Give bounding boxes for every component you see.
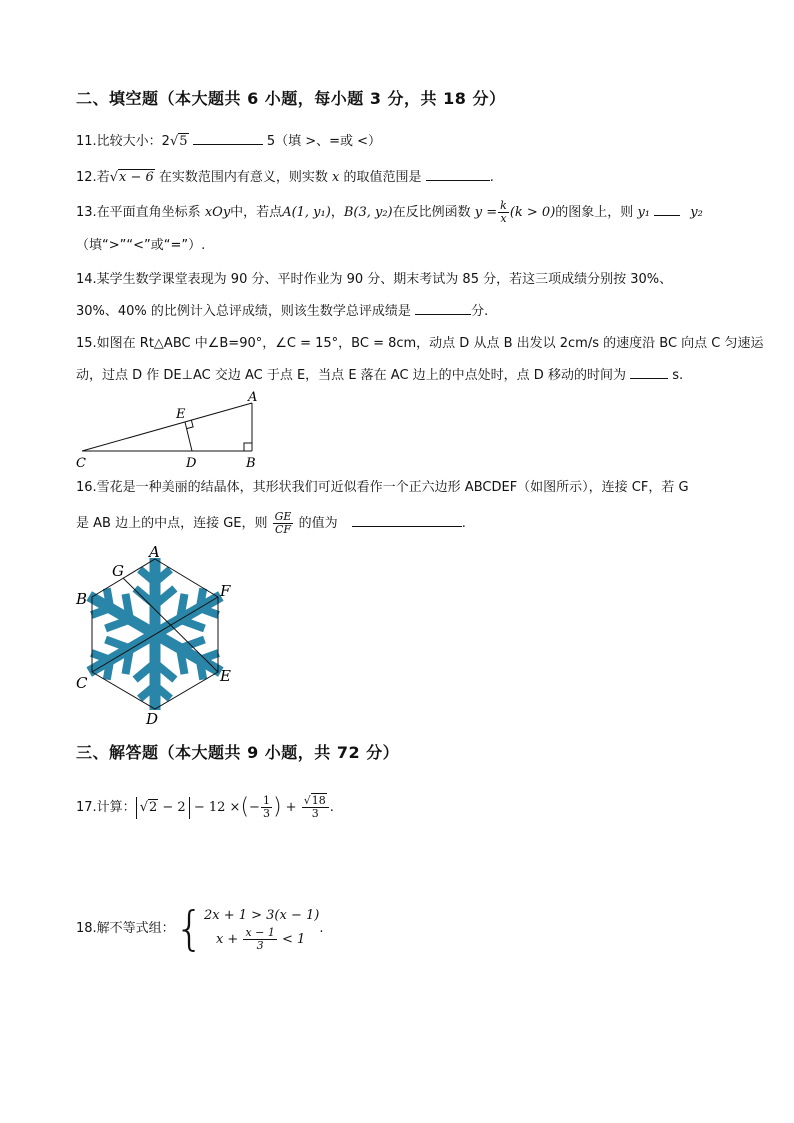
question-11: 11.比较大小：2√5 5（填 >、=或 <）	[76, 130, 381, 152]
q11-prefix: 11.比较大小：2	[76, 134, 170, 149]
q18-prefix: 18.解不等式组：	[76, 921, 175, 936]
q17-neg: −	[249, 800, 260, 815]
section-3-title: 三、解答题（本大题共 9 小题，共 72 分）	[76, 743, 400, 762]
q16-frac-den: CF	[275, 523, 292, 536]
q13-func-den: x	[500, 212, 507, 225]
q17-plus: +	[285, 800, 297, 815]
question-16-line1: 16.雪花是一种美丽的结晶体，其形状我们可近似看作一个正六边形 ABCDEF（如图所示），连接 CF，若 G	[76, 480, 689, 495]
question-13-line2: （填“>”“<”或“=”）.	[76, 238, 206, 253]
q18-ineq2-num: x − 1	[245, 926, 275, 939]
label-d: D	[146, 710, 159, 727]
q12-prefix: 12.若	[76, 170, 110, 185]
q14-answer-blank[interactable]	[415, 300, 471, 315]
q18-ineq2-b: < 1	[282, 932, 306, 947]
q13-comma: ，	[330, 205, 344, 220]
q17-frac-num: 1	[262, 794, 270, 807]
q13-system: xOy	[204, 205, 231, 220]
question-16-line2: 是 AB 边上的中点，连接 GE，则 $\frac{GE}{CF}$ 的值为 .	[76, 510, 466, 536]
q11-answer-blank[interactable]	[193, 130, 263, 145]
q11-tail: 5（填 >、=或 <）	[266, 134, 382, 149]
label-c: C	[76, 456, 86, 471]
q15-answer-blank[interactable]	[630, 364, 668, 379]
label-c: C	[76, 674, 88, 692]
q12-answer-blank[interactable]	[426, 166, 490, 181]
question-12: 12.若√x − 6 在实数范围内有意义，则实数 x 的取值范围是 .	[76, 166, 494, 188]
q13-cond: (k > 0)	[509, 205, 556, 220]
q17-mid: − 12 ×	[193, 800, 241, 815]
label-a: A	[248, 390, 258, 405]
label-b: B	[246, 456, 256, 471]
q14-line2-a: 30%、40% 的比例计入总评成绩，则该生数学总评成绩是	[76, 304, 411, 319]
triangle-figure	[70, 385, 270, 475]
label-b: B	[76, 590, 88, 608]
question-14-line2	[76, 300, 488, 322]
q15-line2-b: s.	[672, 368, 684, 383]
q16-answer-blank[interactable]	[352, 512, 462, 527]
question-14-line1: 14.某学生数学课堂表现为 90 分、平时作业为 90 分、期末考试为 85 分，若这三项成绩分别按 30%、	[76, 272, 673, 287]
q12-var: x	[332, 170, 340, 185]
label-f: F	[220, 582, 231, 600]
q18-ineq2-a: x +	[215, 932, 239, 947]
label-e: E	[176, 407, 186, 422]
q16-frac-num: GE	[274, 510, 292, 523]
question-17: 17.计算： √2 − 2 − 12 ×(− $\frac{1}{3}$ ) + $\frac{√18}{3}$ .	[76, 794, 334, 820]
q12-text2: 的取值范围是	[343, 170, 422, 185]
q11-radicand: 5	[179, 134, 188, 149]
q13-y2: y₂	[690, 205, 703, 220]
q17-end: .	[329, 800, 334, 815]
q17-frac-den: 3	[262, 807, 270, 820]
q16-line2-a: 是 AB 边上的中点，连接 GE，则	[76, 516, 268, 531]
question-15-line2	[76, 364, 683, 386]
q13-point-a: A(1, y₁)	[282, 205, 331, 220]
snowflake-hexagon-figure	[70, 542, 240, 727]
q18-inequality-1: 2x + 1 > 3(x − 1)	[203, 908, 320, 923]
q18-end: .	[319, 921, 324, 936]
q15-line2-a: 动，过点 D 作 DE⊥AC 交边 AC 于点 E，当点 E 落在 AC 边上的中点处时，点 D 移动的时间为	[76, 368, 626, 383]
segment-de	[185, 422, 192, 451]
q13-func-left: y =	[474, 205, 498, 220]
right-angle-b	[244, 443, 252, 451]
q17-abs-radicand: 2	[148, 799, 158, 815]
q13-point-b: B(3, y₂)	[343, 205, 393, 220]
q13-text2: 在反比例函数	[392, 205, 471, 220]
question-15-line1: 15.如图在 Rt△ABC 中∠B=90°，∠C = 15°，BC = 8cm，动点 D 从点 B 出发以 2cm/s 的速度沿 BC 向点 C 匀速运	[76, 336, 764, 351]
q13-text1: 中，若点	[230, 205, 283, 220]
q17-prefix: 17.计算：	[76, 800, 136, 815]
question-13	[76, 200, 703, 225]
q18-ineq2-den: 3	[256, 939, 264, 952]
segment-ca	[82, 403, 252, 451]
q17-sqrt-num: 18	[311, 794, 326, 807]
q12-radicand: x − 6	[118, 170, 154, 185]
question-18: 18.解不等式组：{ 2x + 1 > 3(x − 1) x + $\frac{x - 1}{3}$ < 1 .	[76, 901, 324, 956]
label-e: E	[220, 667, 231, 685]
q16-line2-b: 的值为	[298, 516, 338, 531]
q13-y1: y₁	[637, 205, 650, 220]
q17-sqrt-den: 3	[311, 807, 319, 820]
label-d: D	[186, 456, 197, 471]
q17-abs-tail: − 2	[162, 799, 186, 815]
q17-abs: √2 − 2	[136, 797, 190, 819]
section-2-title: 二、填空题（本大题共 6 小题，每小题 3 分，共 18 分）	[76, 89, 506, 108]
q13-answer-blank[interactable]	[654, 201, 680, 216]
q13-prefix: 13.在平面直角坐标系	[76, 205, 201, 220]
label-a: A	[149, 543, 160, 561]
label-g: G	[112, 562, 124, 580]
q13-text3: 的图象上，则	[555, 205, 634, 220]
q12-text1: 在实数范围内有意义，则实数	[158, 170, 328, 185]
q13-func-num: k	[500, 199, 507, 212]
q14-line2-b: 分.	[471, 304, 489, 319]
